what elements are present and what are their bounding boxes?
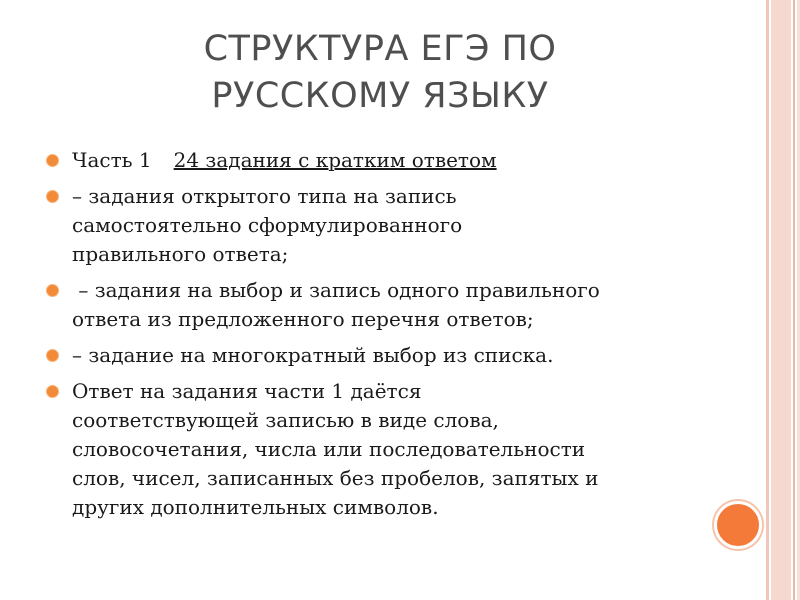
bullet-dot-icon: [46, 349, 59, 362]
part-description: 24 задания с кратким ответом: [173, 148, 497, 172]
decor-stripe: [793, 0, 795, 600]
item-line: – задания на выбор и запись одного правильного: [72, 278, 600, 302]
title-line: СТРУКТУРА ЕГЭ ПО: [203, 29, 557, 69]
bullet-dot-icon: [46, 190, 59, 203]
item-line: правильного ответа;: [72, 242, 289, 266]
bullet-dot-icon: [46, 154, 59, 167]
slide-title: [120, 26, 640, 120]
list-item: [46, 377, 726, 522]
item-line: словосочетания, числа или последовательности: [72, 437, 586, 461]
item-line: самостоятельно сформулированного: [72, 213, 463, 237]
item-line: других дополнительных символов.: [72, 495, 439, 519]
bullet-dot-icon: [46, 385, 59, 398]
item-line: – задания открытого типа на запись: [72, 184, 457, 208]
item-line: слов, чисел, записанных без пробелов, запятых и: [72, 466, 599, 490]
bullet-dot-icon: [46, 284, 59, 297]
list-item: [46, 146, 726, 175]
title-line: РУССКОМУ ЯЗЫКУ: [211, 76, 549, 116]
part-label: Часть 1: [72, 148, 152, 172]
list-item: [46, 276, 726, 334]
item-line: Ответ на задания части 1 даётся: [72, 379, 422, 403]
bullet-list: [46, 146, 726, 529]
list-item: [46, 182, 726, 269]
item-line: соответствующей записью в виде слова,: [72, 408, 499, 432]
decor-circle-icon: [714, 501, 762, 549]
item-line: ответа из предложенного перечня ответов;: [72, 307, 534, 331]
item-line: – задание на многократный выбор из списка.: [72, 343, 554, 367]
decor-stripe: [766, 0, 769, 600]
decor-stripe: [771, 0, 791, 600]
list-item: [46, 341, 726, 370]
